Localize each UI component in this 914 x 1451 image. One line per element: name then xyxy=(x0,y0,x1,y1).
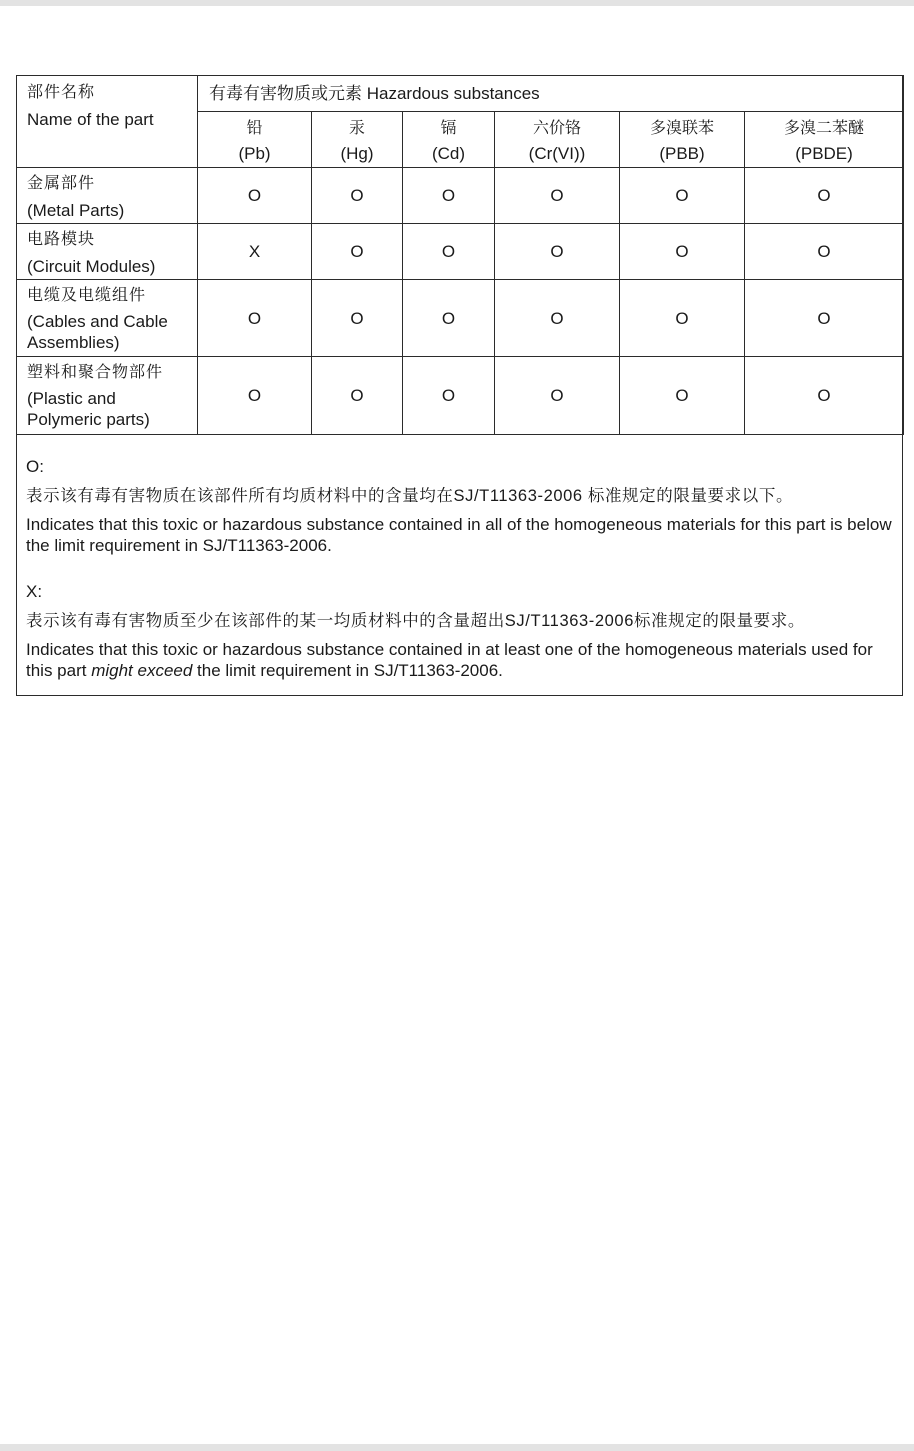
row-name-plastic-parts: 塑料和聚合物部件 (Plastic and Polymeric parts) xyxy=(17,357,198,435)
mark-cell: O xyxy=(495,357,620,435)
mark-cell: O xyxy=(620,280,745,357)
table-row xyxy=(17,168,904,224)
mark-cell: O xyxy=(403,280,495,357)
table-row xyxy=(17,224,904,280)
legend-notes xyxy=(26,454,892,681)
table-row xyxy=(17,357,904,435)
mark-cell: O xyxy=(495,280,620,357)
column-pbde: 多溴二苯醚 (PBDE) xyxy=(745,112,904,168)
mark-cell: O xyxy=(620,357,745,435)
bottom-divider xyxy=(0,1444,914,1451)
note-x-emphasis: might exceed xyxy=(91,661,193,680)
row-name-circuit-modules: 电路模块 (Circuit Modules) xyxy=(17,224,198,280)
mark-cell: O xyxy=(312,224,403,280)
part-name-header-cn: 部件名称 xyxy=(27,84,96,101)
mark-cell: O xyxy=(745,357,904,435)
mark-cell: O xyxy=(198,357,312,435)
mark-cell: X xyxy=(198,224,312,280)
mark-cell: O xyxy=(403,224,495,280)
note-o-cn: 表示该有毒有害物质在该部件所有均质材料中的含量均在SJ/T11363-2006 标准规定的限量要求以下。 xyxy=(26,487,794,505)
mark-cell: O xyxy=(312,357,403,435)
mark-cell: O xyxy=(198,280,312,357)
part-name-header xyxy=(17,76,198,168)
hazardous-substances-table xyxy=(16,75,904,435)
table-row xyxy=(17,280,904,357)
note-x-en: Indicates that this toxic or hazardous substance contained in at least one of the homogeneous materials used for this part might exceed the limit requirement in SJ/T11363-2006. xyxy=(26,640,873,680)
part-name-header-en: Name of the part xyxy=(27,110,154,129)
mark-cell: O xyxy=(198,168,312,224)
rohs-table-frame xyxy=(16,75,903,696)
note-o-en: Indicates that this toxic or hazardous substance contained in all of the homogeneous materials for this part is below the limit requirement in SJ/T11363-2006. xyxy=(26,515,892,555)
column-pbb: 多溴联苯 (PBB) xyxy=(620,112,745,168)
substances-group-header: 有毒有害物质或元素 Hazardous substances xyxy=(198,76,904,112)
column-cd: 镉 (Cd) xyxy=(403,112,495,168)
mark-cell: O xyxy=(620,224,745,280)
mark-cell: O xyxy=(495,224,620,280)
column-pb: 铅 (Pb) xyxy=(198,112,312,168)
row-name-metal-parts: 金属部件 (Metal Parts) xyxy=(17,168,198,224)
mark-cell: O xyxy=(745,168,904,224)
mark-cell: O xyxy=(495,168,620,224)
mark-cell: O xyxy=(312,168,403,224)
column-hg: 汞 (Hg) xyxy=(312,112,403,168)
mark-cell: O xyxy=(403,168,495,224)
top-divider xyxy=(0,0,914,6)
mark-cell: O xyxy=(312,280,403,357)
note-o-key: O: xyxy=(26,457,44,476)
mark-cell: O xyxy=(620,168,745,224)
mark-cell: O xyxy=(403,357,495,435)
column-cr6: 六价铬 (Cr(VI)) xyxy=(495,112,620,168)
note-x-cn: 表示该有毒有害物质至少在该部件的某一均质材料中的含量超出SJ/T11363-2006标准规定的限量要求。 xyxy=(26,612,805,630)
mark-cell: O xyxy=(745,280,904,357)
mark-cell: O xyxy=(745,224,904,280)
note-x-key: X: xyxy=(26,582,43,601)
row-name-cables: 电缆及电缆组件 (Cables and Cable Assemblies) xyxy=(17,280,198,357)
